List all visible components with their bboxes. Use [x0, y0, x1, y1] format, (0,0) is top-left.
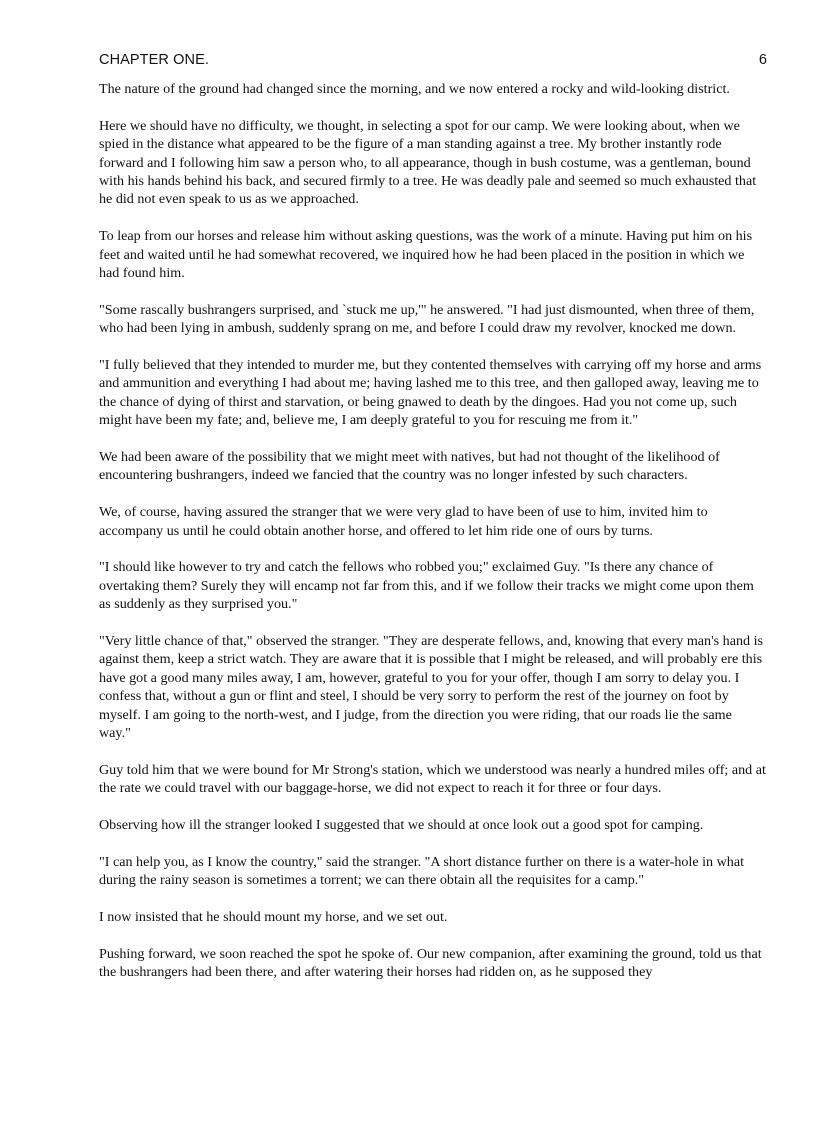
page-number: 6 — [758, 52, 767, 68]
chapter-title: CHAPTER ONE. — [99, 52, 209, 68]
page — [99, 52, 767, 1000]
paragraph: Pushing forward, we soon reached the spot he spoke of. Our new companion, after examining the ground, told us that the bushrangers had been there, and after watering their horses had ridden on, as he supposed they — [99, 945, 762, 981]
paragraph: I now insisted that he should mount my horse, and we set out. — [99, 909, 448, 926]
paragraph: Here we should have no difficulty, we thought, in selecting a spot for our camp. We were looking about, when we spied in the distance what appeared to be the figure of a man standing against a tree. My brother instantly rode forward and I following him saw a person who, to all appearance, though in bush costume, was a gentleman, bound with his hands behind his back, and secured firmly to a tree. He was deadly pale and seemed so much exhausted that he did not even speak to us as we approached. — [99, 117, 757, 208]
paragraph: Guy told him that we were bound for Mr Strong's station, which we understood was nearly a hundred miles off; and at the rate we could travel with our baggage-horse, we did not expect to reach it for three or four days. — [99, 761, 766, 797]
paragraph: "I should like however to try and catch the fellows who robbed you;" exclaimed Guy. "Is there any chance of overtaking them? Surely they will encamp not far from this, and if we follow their tracks we might come upon them as suddenly as they surprised you." — [99, 559, 754, 613]
paragraph: "I fully believed that they intended to murder me, but they contented themselves with carrying off my horse and arms and ammunition and everything I had about me; having lashed me to this tree, and then galloped away, leaving me to the chance of dying of thirst and starvation, or being gnawed to death by the dingoes. Had you not come up, such might have been my fate; and, believe me, I am deeply grateful to you for rescuing me from it." — [99, 357, 762, 429]
paragraph: The nature of the ground had changed since the morning, and we now entered a rocky and wild-looking district. — [99, 81, 730, 97]
paragraph: "Some rascally bushrangers surprised, and `stuck me up,'" he answered. "I had just dismounted, when three of them, who had been lying in ambush, suddenly sprang on me, and before I could draw my revolver, knocked me down. — [99, 301, 755, 337]
paragraph: We had been aware of the possibility that we might meet with natives, but had not thought of the likelihood of encountering bushrangers, indeed we fancied that the country was no longer infested by such characters. — [99, 449, 720, 484]
running-header — [99, 52, 767, 72]
paragraph: "I can help you, as I know the country," said the stranger. "A short distance further on there is a water-hole in what during the rainy season is sometimes a torrent; we can there obtain all the requisites for a camp." — [99, 853, 745, 889]
paragraph: To leap from our horses and release him without asking questions, was the work of a minute. Having put him on his feet and waited until he had somewhat recovered, we inquired how he had been placed in the position in which we had found him. — [99, 228, 753, 282]
paragraph: "Very little chance of that," observed the stranger. "They are desperate fellows, and, knowing that every man's hand is against them, keep a strict watch. They are aware that it is possible that I might be released, and will probably ere this have got a good many miles away, I am, however, grateful to you for your offer, though I am sorry to delay you. I confess that, without a gun or flint and steel, I should be very sorry to perform the rest of the journey on foot by myself. I am going to the north-west, and I judge, from the direction you were riding, that our roads lie the same way." — [99, 633, 763, 742]
paragraph: We, of course, having assured the stranger that we were very glad to have been of use to him, invited him to accompany us until he could obtain another horse, and offered to let him ride one of ours by turns. — [99, 504, 708, 539]
body-text — [99, 80, 767, 982]
paragraph: Observing how ill the stranger looked I suggested that we should at once look out a good spot for camping. — [99, 817, 704, 834]
